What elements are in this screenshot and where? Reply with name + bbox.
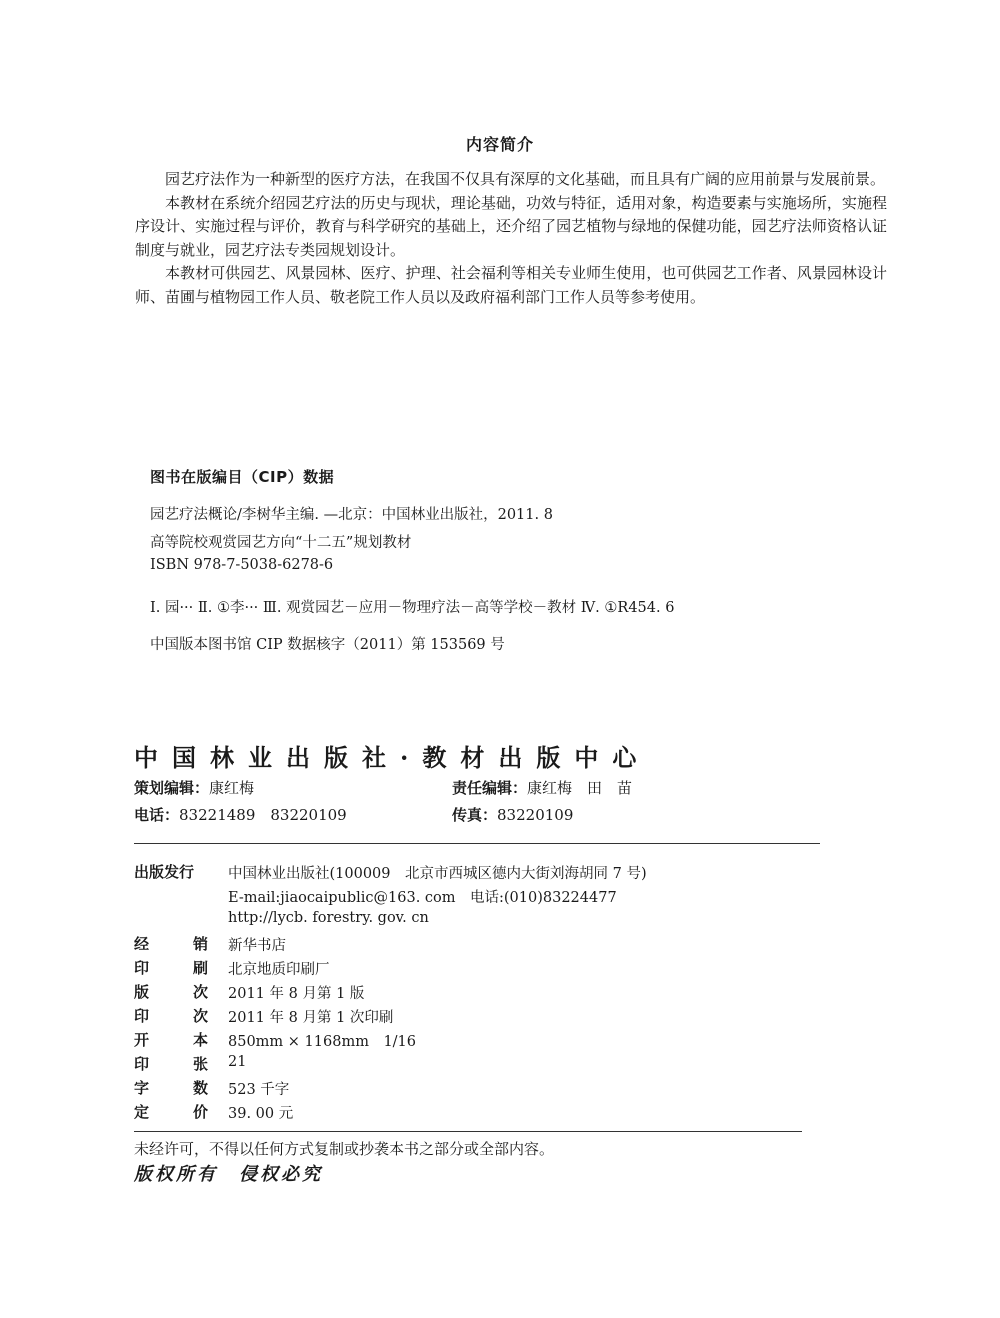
planning-editor bbox=[134, 777, 254, 798]
summary-body bbox=[135, 168, 887, 309]
printer-label: 印 刷 bbox=[134, 959, 208, 977]
cip-classification-line: Ⅰ. 园··· Ⅱ. ①李··· Ⅲ. 观赏园艺－应用－物理疗法－高等学校－教材 Ⅳ. ①R454. 6 bbox=[150, 600, 675, 616]
footer-divider bbox=[134, 1131, 802, 1132]
edition-value: 2011 年 8 月第 1 版 bbox=[228, 986, 365, 1002]
cip-series-line: 高等院校观赏园艺方向“十二五”规划教材 bbox=[150, 535, 412, 551]
rights-reserved: 版权所有 侵权必究 bbox=[134, 1164, 323, 1185]
publisher-name: 中国林业出版社·教材出版中心 bbox=[134, 743, 651, 772]
cip-record-line: 中国版本图书馆 CIP 数据核字（2011）第 153569 号 bbox=[150, 637, 505, 653]
word-count-label: 字 数 bbox=[134, 1079, 208, 1097]
price-value: 39. 00 元 bbox=[228, 1106, 294, 1122]
section-divider bbox=[134, 843, 820, 844]
responsible-editor-label: 责任编辑： bbox=[452, 779, 528, 797]
cip-heading: 图书在版编目（CIP）数据 bbox=[150, 468, 335, 486]
summary-paragraph: 本教材在系统介绍园艺疗法的历史与现状，理论基础，功效与特征，适用对象，构造要素与实施场所，实施程序设计、实施过程与评价，教育与科学研究的基础上，还介绍了园艺植物与绿地的保健功能，园艺疗法师资格认证制度与就业，园艺疗法专类园规划设计。 bbox=[135, 193, 887, 259]
cip-isbn-line: ISBN 978-7-5038-6278-6 bbox=[150, 557, 334, 573]
copyright-notice: 未经许可，不得以任何方式复制或抄袭本书之部分或全部内容。 bbox=[134, 1140, 555, 1158]
planning-editor-value: 康红梅 bbox=[209, 779, 255, 797]
seller-value: 新华书店 bbox=[228, 938, 286, 954]
format-value: 850mm × 1168mm 1/16 bbox=[228, 1034, 417, 1050]
website-line: http://lycb. forestry. gov. cn bbox=[228, 910, 429, 926]
phone-value: 83221489 83220109 bbox=[179, 806, 347, 824]
responsible-editor bbox=[452, 777, 632, 798]
sheets-value: 21 bbox=[228, 1054, 247, 1070]
fax-label: 传真： bbox=[452, 806, 498, 824]
summary-paragraph: 本教材可供园艺、风景园林、医疗、护理、社会福利等相关专业师生使用，也可供园艺工作者、风景园林设计师、苗圃与植物园工作人员、敬老院工作人员以及政府福利部门工作人员等参考使用。 bbox=[135, 264, 887, 306]
planning-editor-label: 策划编辑： bbox=[134, 779, 210, 797]
fax-value: 83220109 bbox=[497, 806, 574, 824]
printing-label: 印 次 bbox=[134, 1007, 208, 1025]
phone-label: 电话： bbox=[134, 806, 180, 824]
summary-title: 内容简介 bbox=[465, 135, 534, 154]
format-label: 开 本 bbox=[134, 1031, 208, 1049]
distribution-label: 出版发行 bbox=[134, 863, 195, 881]
word-count-value: 523 千字 bbox=[228, 1082, 290, 1098]
summary-paragraph: 园艺疗法作为一种新型的医疗方法，在我国不仅具有深厚的文化基础，而且具有广阔的应用前景与发展前景。 bbox=[165, 170, 886, 188]
sheets-label: 印 张 bbox=[134, 1055, 208, 1073]
responsible-editor-value: 康红梅 田 苗 bbox=[527, 779, 633, 797]
phone bbox=[134, 804, 347, 825]
printing-value: 2011 年 8 月第 1 次印刷 bbox=[228, 1010, 394, 1026]
fax bbox=[452, 804, 573, 825]
edition-label: 版 次 bbox=[134, 983, 208, 1001]
printer-value: 北京地质印刷厂 bbox=[228, 962, 330, 978]
distribution-value: 中国林业出版社(100009 北京市西城区德内大街刘海胡同 7 号) bbox=[228, 866, 647, 882]
seller-label: 经 销 bbox=[134, 935, 208, 953]
price-label: 定 价 bbox=[134, 1103, 208, 1121]
email-line: E-mail:jiaocaipublic@163. com 电话:(010)83224477 bbox=[228, 890, 617, 906]
cip-title-line: 园艺疗法概论/李树华主编. —北京：中国林业出版社，2011. 8 bbox=[150, 507, 553, 523]
